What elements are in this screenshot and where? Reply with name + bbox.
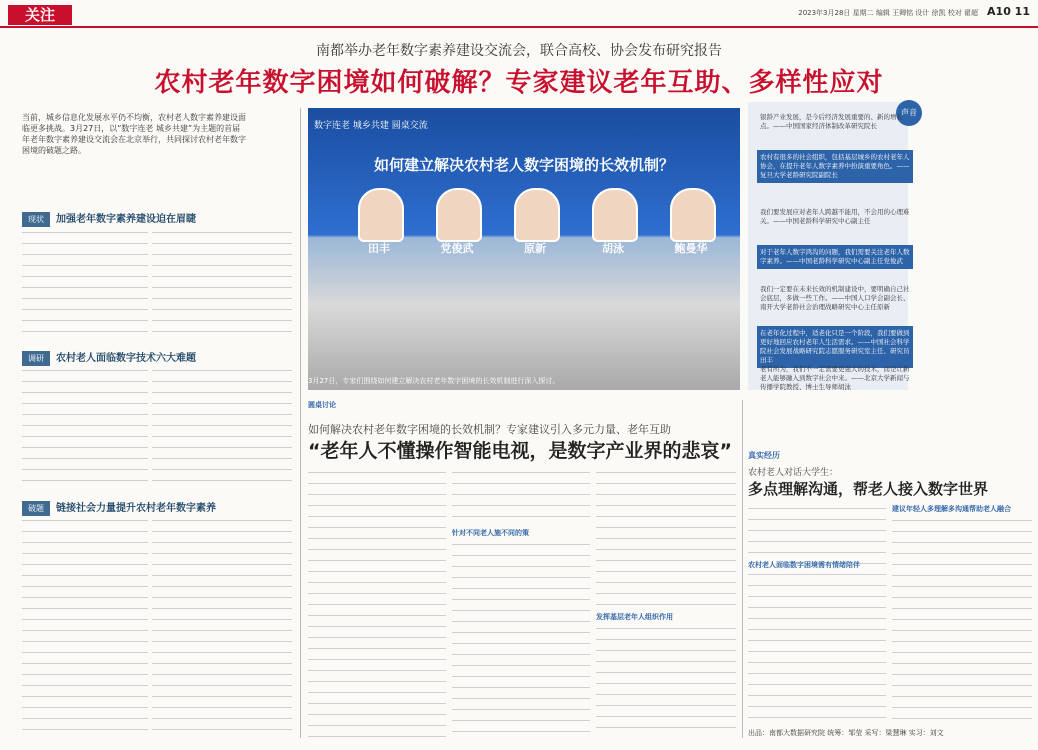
photo-caption: 3月27日，专家们围绕如何建立解决农村老年数字困境的长效机制进行深入探讨。 (308, 377, 560, 385)
panelist-portrait (592, 188, 638, 242)
panelist-name: 田丰 (368, 242, 390, 255)
text-column (892, 516, 1032, 724)
roundtable-label: 圆桌讨论 (308, 401, 336, 409)
voices-badge: 声音 (896, 100, 922, 126)
side-label: 真实经历 (748, 451, 780, 460)
panelist-name: 党俊武 (440, 242, 474, 255)
subhead-tag: 破题 (22, 501, 50, 516)
panelist-name: 鲍曼华 (674, 242, 708, 255)
quote: 老有所为，我们不一定需要更强大的技术，而是让新老人能够融入到数字社会中来。——北京大学新闻与传播学院教授、博士生导师胡泳 (760, 365, 910, 391)
subhead-status (22, 207, 196, 223)
roundtable-headline: “老年人不懂操作智能电视，是数字产业界的悲哀” (308, 440, 732, 462)
roundtable-subhead: 发挥基层老年人组织作用 (596, 613, 673, 621)
side-subhead: 农村老人面临数字困境需有情绪陪伴 (748, 561, 860, 569)
text-column (152, 516, 292, 738)
quote: 我们一定要在未来长效的机制建设中，要明确自己社会底层，多做一些工作。——中国人口学会副会长、南开大学老龄社会治理战略研究中心主任原新 (760, 285, 910, 311)
text-column (152, 228, 292, 336)
side-headline: 多点理解沟通，帮老人接入数字世界 (748, 480, 989, 498)
panelist-name: 胡泳 (602, 242, 624, 255)
subhead-text: 加强老年数字素养建设迫在眉睫 (56, 214, 196, 225)
text-column (22, 516, 148, 738)
panelist-portrait (436, 188, 482, 242)
column-divider (742, 400, 743, 738)
quote: 银龄产业发展，是今后经济发展重要的、新的增长点。——中国国家经济体制改革研究院长 (760, 113, 903, 130)
photo-banner: 数字连老 城乡共建 圆桌交流 (314, 121, 428, 131)
panelist-portrait (514, 188, 560, 242)
text-column (22, 366, 148, 488)
subhead-solution (22, 496, 216, 512)
roundtable-photo (308, 108, 740, 390)
panelist-portrait (670, 188, 716, 242)
text-column (748, 504, 886, 724)
subhead-text: 链接社会力量提升农村老年数字素养 (56, 503, 216, 514)
subhead-tag: 现状 (22, 212, 50, 227)
side-subhead: 建议年轻人多理解多沟通帮助老人融合 (892, 505, 1011, 513)
roundtable-subtitle: 如何解决农村老年数字困境的长效机制？专家建议引入多元力量、老年互助 (308, 423, 671, 436)
article-lead: 当前，城乡信息化发展水平仍不均衡，农村老人数字素养建设面临更多挑战。3月27日，以“数字连老 城乡共建”为主题的首届年老年数字素养建设交流会在北京举行，共同探讨农村老年数字困境的破题之路。 (22, 113, 246, 155)
section-tag: 关注 (8, 5, 72, 25)
subhead-research (22, 346, 196, 362)
top-bar (0, 0, 1038, 28)
subhead-tag: 调研 (22, 351, 50, 366)
article-kicker: 南都举办老年数字素养建设交流会，联合高校、协会发布研究报告 (316, 43, 722, 59)
text-column (308, 468, 446, 738)
panelist-portrait (358, 188, 404, 242)
quote: 农村有很多的社会组织，包括基层城乡的农村老年人协会，在提升老年人数字素养中扮演重要角色。——复旦大学老龄研究院副院长 (757, 150, 913, 183)
side-kicker: 农村老人对话大学生： (748, 468, 839, 478)
text-column (596, 468, 736, 608)
text-column (596, 624, 736, 738)
text-column (452, 468, 590, 524)
quote: 在老年化过程中，适老化只是一个阶段，我们要做到更好地回应农村老年人生活需求。——中国社会科学院社会发展战略研究院志愿服务研究室主任、研究员田丰 (757, 326, 913, 368)
text-column (152, 366, 292, 488)
text-column (452, 540, 590, 738)
text-column (22, 228, 148, 336)
quote: 对于老年人数字鸿沟的问题，我们需要关注老年人数字素养。——中国老龄科学研究中心副主任党俊武 (757, 245, 913, 269)
panelist-name: 原新 (524, 242, 546, 255)
dateline: 2023年3月28日 星期二 编辑 王卿铭 设计 徐凯 校对 翟超 (798, 9, 978, 17)
roundtable-subhead: 针对不同老人施不同的策 (452, 529, 529, 537)
column-divider (300, 108, 301, 738)
quote: 我们要发展应对老年人跨越不能用，不会用的心理难关。——中国老龄科学研究中心副主任 (760, 208, 910, 225)
subhead-text: 农村老人面临数字技术六大难题 (56, 353, 196, 364)
side-credit: 出品：南都大数据研究院 统筹：邹莹 采写：梁慧琳 实习：刘文 (748, 729, 944, 737)
article-headline: 农村老年数字困境如何破解？专家建议老年互助、多样性应对 (154, 68, 884, 98)
photo-title: 如何建立解决农村老人数字困境的长效机制？ (373, 156, 674, 174)
page-number: A10 11 (987, 5, 1030, 18)
